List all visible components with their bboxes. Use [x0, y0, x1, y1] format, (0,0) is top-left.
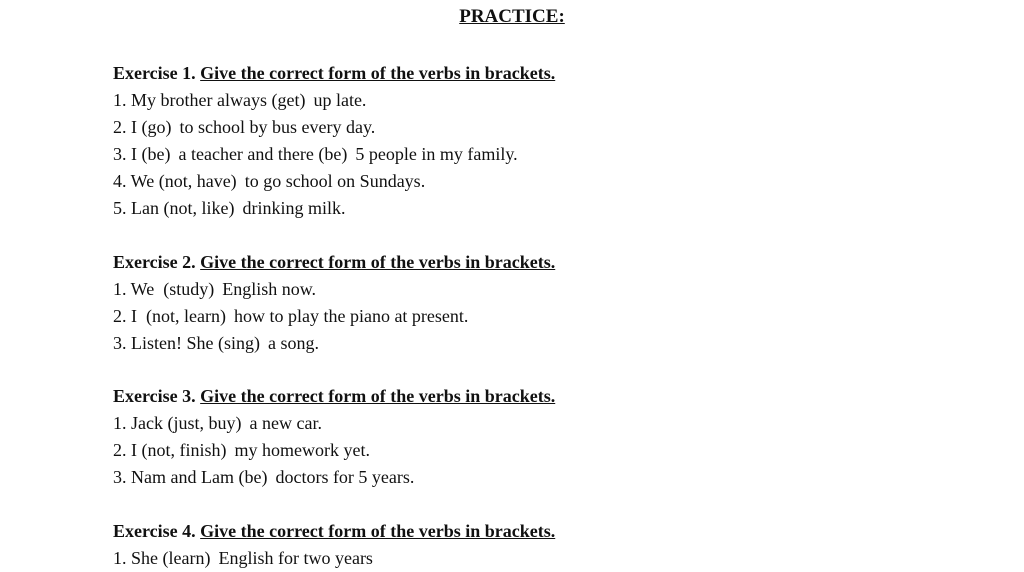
exercise-instruction: Give the correct form of the verbs in brackets. — [200, 63, 556, 83]
page-title-text: PRACTICE: — [459, 6, 565, 27]
item-text: my homework yet. — [234, 440, 370, 460]
item-text: 1. Jack (just, buy) — [113, 413, 242, 433]
item-text: up late. — [313, 90, 367, 110]
exercise-4 — [113, 518, 993, 572]
item-text: 2. I (not, learn) — [113, 306, 226, 326]
exercise-item — [113, 114, 993, 141]
exercise-item — [113, 195, 993, 222]
item-text: doctors for 5 years. — [275, 467, 415, 487]
exercise-1 — [113, 60, 993, 222]
item-text: how to play the piano at present. — [233, 306, 469, 326]
item-text: 3. I (be) — [113, 144, 171, 164]
exercise-2 — [113, 249, 993, 357]
item-text: to school by bus every day. — [179, 117, 376, 137]
exercise-item — [113, 168, 993, 195]
exercise-heading — [113, 60, 993, 87]
item-text: 2. I (not, finish) — [113, 440, 227, 460]
item-text: a new car. — [249, 413, 322, 433]
exercise-instruction: Give the correct form of the verbs in brackets. — [200, 386, 556, 406]
item-text: 1. She (learn) — [113, 548, 211, 568]
exercise-heading — [113, 383, 993, 410]
item-text: English now. — [222, 279, 317, 299]
exercise-item — [113, 276, 993, 303]
exercise-label: Exercise 3. — [113, 386, 196, 406]
exercise-label: Exercise 1. — [113, 63, 196, 83]
page-title — [0, 6, 1024, 28]
exercise-instruction: Give the correct form of the verbs in brackets. — [200, 521, 556, 541]
item-text: 5 people in my family. — [355, 144, 518, 164]
exercise-label: Exercise 2. — [113, 252, 196, 272]
exercise-instruction: Give the correct form of the verbs in brackets. — [200, 252, 556, 272]
item-text: a song. — [267, 333, 319, 353]
item-text: 1. We (study) — [113, 279, 215, 299]
exercise-label: Exercise 4. — [113, 521, 196, 541]
item-text: 3. Listen! She (sing) — [113, 333, 260, 353]
item-text: English for two years — [218, 548, 373, 568]
exercise-item — [113, 545, 993, 572]
item-text: 1. My brother always (get) — [113, 90, 306, 110]
exercise-item — [113, 87, 993, 114]
item-text: 2. I (go) — [113, 117, 172, 137]
exercise-item — [113, 464, 993, 491]
exercise-item — [113, 303, 993, 330]
exercise-item — [113, 330, 993, 357]
item-text: 3. Nam and Lam (be) — [113, 467, 268, 487]
item-text: 4. We (not, have) — [113, 171, 237, 191]
exercise-item — [113, 437, 993, 464]
item-text: a teacher and there (be) — [178, 144, 348, 164]
item-text: drinking milk. — [242, 198, 346, 218]
exercise-item — [113, 410, 993, 437]
item-text: 5. Lan (not, like) — [113, 198, 235, 218]
exercise-3 — [113, 383, 993, 491]
exercise-heading — [113, 518, 993, 545]
item-text: to go school on Sundays. — [244, 171, 426, 191]
exercise-heading — [113, 249, 993, 276]
exercise-item — [113, 141, 993, 168]
